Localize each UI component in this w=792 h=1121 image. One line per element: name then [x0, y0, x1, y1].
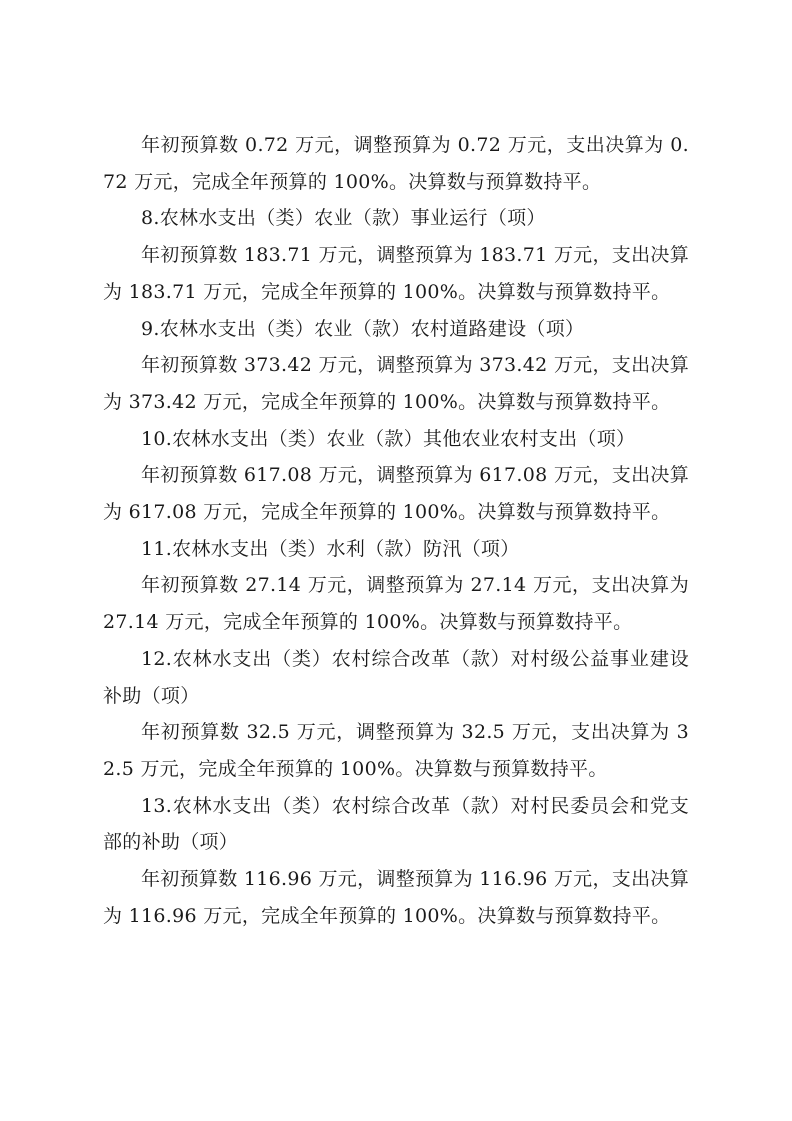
heading-item-8: 8.农林水支出（类）农业（款）事业运行（项） [141, 207, 546, 230]
heading-item-12: 12.农林水支出（类）农村综合改革（款）对村级公益事业建设补助（项） [103, 647, 689, 707]
heading-item-9: 9.农林水支出（类）农业（款）农村道路建设（项） [141, 317, 585, 340]
paragraph-budget-item-12: 年初预算数 32.5 万元，调整预算为 32.5 万元，支出决算为 32.5 万元，完成全年预算的 100%。决算数与预算数持平。 [103, 721, 689, 780]
paragraph-budget-item-7: 年初预算数 0.72 万元，调整预算为 0.72 万元，支出决算为 0.72 万元，完成全年预算的 100%。决算数与预算数持平。 [103, 134, 689, 193]
paragraph-budget-item-8: 年初预算数 183.71 万元，调整预算为 183.71 万元，支出决算为 183.71 万元，完成全年预算的 100%。决算数与预算数持平。 [103, 244, 689, 303]
heading-item-10: 10.农林水支出（类）农业（款）其他农业农村支出（项） [141, 427, 636, 450]
document-body [103, 127, 689, 934]
heading-item-13: 13.农林水支出（类）农村综合改革（款）对村民委员会和党支部的补助（项） [103, 794, 689, 854]
paragraph-budget-item-9: 年初预算数 373.42 万元，调整预算为 373.42 万元，支出决算为 373.42 万元，完成全年预算的 100%。决算数与预算数持平。 [103, 354, 689, 413]
heading-item-11: 11.农林水支出（类）水利（款）防汛（项） [141, 537, 520, 560]
paragraph-budget-item-11: 年初预算数 27.14 万元，调整预算为 27.14 万元，支出决算为 27.14 万元，完成全年预算的 100%。决算数与预算数持平。 [103, 574, 689, 634]
paragraph-budget-item-13: 年初预算数 116.96 万元，调整预算为 116.96 万元，支出决算为 116.96 万元，完成全年预算的 100%。决算数与预算数持平。 [103, 868, 689, 927]
paragraph-budget-item-10: 年初预算数 617.08 万元，调整预算为 617.08 万元，支出决算为 617.08 万元，完成全年预算的 100%。决算数与预算数持平。 [103, 464, 689, 524]
